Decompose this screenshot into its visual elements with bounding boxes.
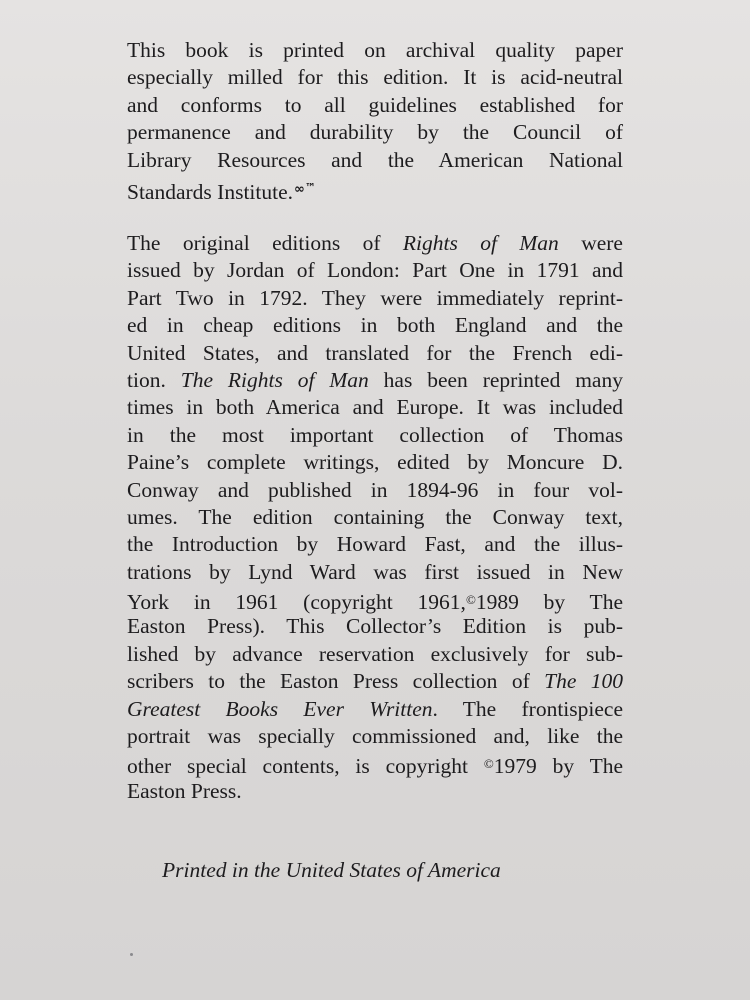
- text-line: [127, 367, 623, 394]
- paper-speck: [130, 953, 133, 956]
- text-line: Easton Press.: [127, 778, 242, 803]
- infinity-paper-icon: ∞: [294, 181, 305, 197]
- text-fragment: scribers to the Easton Press collection of: [127, 669, 545, 694]
- text-line: times in both America and Europe. It was included: [127, 395, 623, 420]
- text-line: [127, 586, 623, 613]
- text-line: [127, 668, 623, 695]
- book-title: Rights of Man: [402, 231, 559, 255]
- text-line: Part Two in 1792. They were immediately reprint-: [127, 285, 623, 310]
- text-line: permanence and durability by the Council of: [127, 120, 623, 145]
- text-line: [127, 174, 623, 204]
- text-line: [127, 230, 623, 257]
- copyright-symbol: ©: [465, 592, 476, 608]
- text-fragment: York in 1961 (copyright 1961,: [127, 590, 466, 615]
- text-fragment: . The frontispiece: [432, 696, 623, 721]
- collection-title: Greatest Books Ever Written: [127, 696, 433, 721]
- text-line: umes. The edition containing the Conway text,: [127, 504, 623, 529]
- text-fragment: 1979 by The: [493, 754, 623, 779]
- text-line: United States, and translated for the French edi-: [127, 340, 623, 365]
- text-line: especially milled for this edition. It is acid-neutral: [127, 65, 623, 90]
- text-line: Paine’s complete writings, edited by Moncure D.: [127, 450, 623, 475]
- text-line: portrait was specially commissioned and, like the: [127, 724, 623, 749]
- text-line: ed in cheap editions in both England and the: [127, 313, 623, 338]
- text-line: the Introduction by Howard Fast, and the illus-: [127, 532, 623, 557]
- text-fragment: were: [558, 231, 623, 255]
- collection-title: The 100: [544, 669, 623, 694]
- book-title: The Rights of Man: [180, 367, 369, 392]
- text-fragment: 1989 by The: [475, 590, 623, 615]
- text-line: [127, 696, 623, 723]
- text-line: trations by Lynd Ward was first issued in New: [127, 559, 623, 584]
- text-line: This book is printed on archival quality paper: [127, 38, 623, 62]
- text-line: lished by advance reservation exclusively for sub-: [127, 641, 623, 666]
- text-line: Easton Press). This Collector’s Edition is pub-: [127, 614, 623, 639]
- text-line: in the most important collection of Thomas: [127, 422, 623, 447]
- text-line: issued by Jordan of London: Part One in 1791 and: [127, 258, 623, 283]
- trademark-symbol: ™: [304, 180, 316, 194]
- text-line: and conforms to all guidelines established for: [127, 92, 623, 117]
- text-fragment: The original editions of: [127, 231, 403, 255]
- text-fragment: Standards Institute.: [127, 179, 294, 204]
- text-line: Conway and published in 1894-96 in four vol-: [127, 477, 623, 502]
- edition-history: [127, 230, 623, 805]
- archival-paper-notice: [127, 37, 623, 204]
- text-fragment: tion.: [127, 367, 181, 392]
- copyright-symbol: ©: [483, 756, 494, 772]
- text-line: [127, 750, 623, 777]
- text-fragment: other special contents, is copyright: [127, 754, 484, 779]
- printed-in-credit: Printed in the United States of America: [162, 858, 501, 882]
- text-line: Library Resources and the American National: [127, 147, 623, 172]
- text-fragment: has been reprinted many: [368, 367, 623, 392]
